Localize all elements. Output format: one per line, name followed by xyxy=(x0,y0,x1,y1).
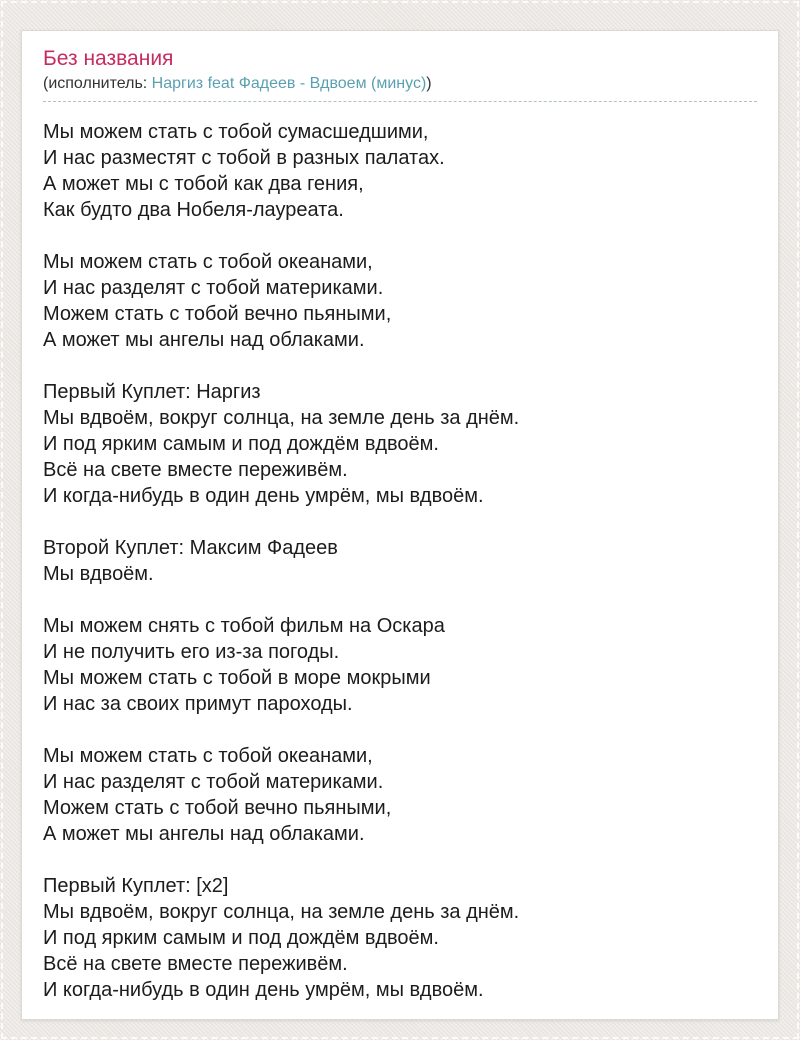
artist-line-suffix: ) xyxy=(426,75,432,93)
lyrics xyxy=(43,119,757,1003)
lyrics-line: А может мы ангелы над облаками. xyxy=(43,329,365,352)
artist-label: (исполнитель: xyxy=(43,75,152,93)
lyrics-line: Можем стать с тобой вечно пьяными, xyxy=(43,303,392,326)
stanza xyxy=(43,873,757,1003)
lyrics-line: Первый Куплет: Наргиз xyxy=(43,381,261,404)
lyrics-line: И под ярким самым и под дождём вдвоём. xyxy=(43,433,439,456)
lyrics-line: Мы вдвоём, вокруг солнца, на земле день за днём. xyxy=(43,407,520,430)
lyrics-line: Мы вдвоём. xyxy=(43,563,154,586)
lyrics-line: И когда-нибудь в один день умрём, мы вдвоём. xyxy=(43,485,484,508)
lyrics-line: Мы можем стать с тобой океанами, xyxy=(43,251,373,274)
lyrics-line: И нас разделят с тобой материками. xyxy=(43,277,384,300)
lyrics-line: Первый Куплет: [x2] xyxy=(43,875,229,898)
lyrics-line: Мы можем стать с тобой в море мокрыми xyxy=(43,667,431,690)
lyrics-line: Можем стать с тобой вечно пьяными, xyxy=(43,797,392,820)
lyrics-line: Мы можем стать с тобой океанами, xyxy=(43,745,373,768)
page-title: Без названия xyxy=(43,47,174,70)
lyrics-line: Как будто два Нобеля-лауреата. xyxy=(43,199,344,222)
lyrics-line: Мы вдвоём, вокруг солнца, на земле день за днём. xyxy=(43,901,520,924)
artist-line xyxy=(43,72,757,102)
stanza xyxy=(43,613,757,717)
lyrics-line: И нас разместят с тобой в разных палатах. xyxy=(43,147,445,170)
stanza xyxy=(43,379,757,509)
lyrics-line: Мы можем стать с тобой сумасшедшими, xyxy=(43,121,429,144)
lyrics-line: А может мы с тобой как два гения, xyxy=(43,173,364,196)
lyrics-line: Всё на свете вместе переживём. xyxy=(43,459,348,482)
lyrics-line: И нас за своих примут пароходы. xyxy=(43,693,353,716)
stanza xyxy=(43,119,757,223)
lyrics-line: И под ярким самым и под дождём вдвоём. xyxy=(43,927,439,950)
lyrics-line: А может мы ангелы над облаками. xyxy=(43,823,365,846)
lyrics-line: Второй Куплет: Максим Фадеев xyxy=(43,537,338,560)
lyrics-line: И нас разделят с тобой материками. xyxy=(43,771,384,794)
lyrics-line: И не получить его из-за погоды. xyxy=(43,641,340,664)
content-card xyxy=(21,30,779,1020)
lyrics-line: Мы можем снять с тобой фильм на Оскара xyxy=(43,615,445,638)
artist-link[interactable]: Наргиз feat Фадеев - Вдвоем (минус) xyxy=(151,75,427,93)
stanza xyxy=(43,249,757,353)
stanza xyxy=(43,535,757,587)
stanza xyxy=(43,743,757,847)
lyrics-line: И когда-нибудь в один день умрём, мы вдвоём. xyxy=(43,979,484,1002)
lyrics-line: Всё на свете вместе переживём. xyxy=(43,953,348,976)
